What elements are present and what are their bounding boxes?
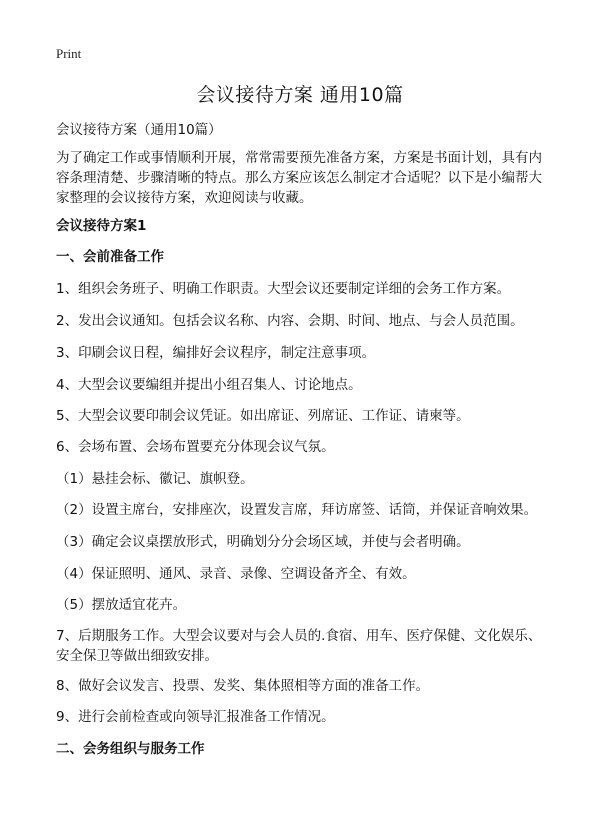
heading-pre-meeting: 一、会前准备工作 xyxy=(56,249,164,265)
list-item: 1、组织会务班子、明确工作职责。大型会议还要制定详细的会务工作方案。 xyxy=(56,281,511,297)
list-item: 9、进行会前检查或向领导汇报准备工作情况。 xyxy=(56,709,335,725)
list-item: （5）摆放适宜花卉。 xyxy=(56,597,187,613)
list-item: （1）悬挂会标、徽记、旗帜登。 xyxy=(56,471,254,487)
list-item: （2）设置主席台，安排座次，设置发言席，拜访席签、话筒，并保证音响效果。 xyxy=(56,502,538,518)
list-item: 6、会场布置、会场布置要充分体现会议气氛。 xyxy=(56,439,335,455)
list-item: （3）确定会议桌摆放形式，明确划分分会场区域，并使与会者明确。 xyxy=(56,534,470,550)
list-item: 4、大型会议要编组并提出小组召集人、讨论地点。 xyxy=(56,377,362,393)
intro-line-3: 家整理的会议接待方案，欢迎阅读与收藏。 xyxy=(56,190,313,206)
print-label: Print xyxy=(56,46,82,61)
list-item: 8、做好会议发言、投票、发奖、集体照相等方面的准备工作。 xyxy=(56,678,430,694)
section-title: 会议接待方案1 xyxy=(56,218,147,234)
document-subtitle: 会议接待方案（通用10篇） xyxy=(56,122,222,138)
list-item: 5、大型会议要印制会议凭证。如出席证、列席证、工作证、请柬等。 xyxy=(56,408,470,424)
document-title: 会议接待方案 通用10篇 xyxy=(196,84,404,106)
list-item-7-line-2: 安全保卫等做出细致安排。 xyxy=(56,648,218,664)
list-item-7-line-1: 7、后期服务工作。大型会议要对与会人员的.食宿、用车、医疗保健、文化娱乐、 xyxy=(56,628,542,644)
intro-line-2: 容条理清楚、步骤清晰的特点。那么方案应该怎么制定才合适呢？以下是小编帮大 xyxy=(56,170,542,186)
list-item: 2、发出会议通知。包括会议名称、内容、会期、时间、地点、与会人员范围。 xyxy=(56,313,524,329)
heading-meeting-service: 二、会务组织与服务工作 xyxy=(56,741,205,757)
list-item: （4）保证照明、通风、录音、录像、空调设备齐全、有效。 xyxy=(56,566,416,582)
intro-line-1: 为了确定工作或事情顺利开展，常常需要预先准备方案，方案是书面计划，具有内 xyxy=(56,150,542,166)
list-item: 3、印刷会议日程，编排好会议程序，制定注意事项。 xyxy=(56,345,376,361)
